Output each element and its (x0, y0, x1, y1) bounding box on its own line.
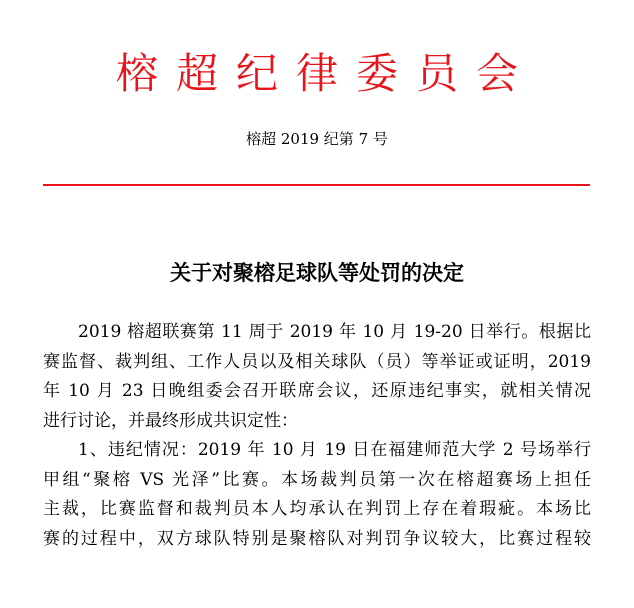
document-number: 榕超 2019 纪第 7 号 (246, 130, 388, 148)
paragraph-violation (43, 436, 591, 554)
paragraph-line: 赛的过程中，双方球队特别是聚榕队对判罚争议较大，比赛过程较 (43, 528, 591, 549)
document-title: 关于对聚榕足球队等处罚的决定 (170, 260, 464, 285)
paragraph-line: 主裁，比赛监督和裁判员本人均承认在判罚上存在着瑕疵。本场比 (43, 499, 591, 519)
paragraph-line: 1、违纪情况：2019 年 10 月 19 日在福建师范大学 2 号场举行 (78, 440, 591, 460)
paragraph-intro (43, 318, 591, 436)
document-body (43, 318, 591, 554)
issuing-organization-title: 榕超纪律委员会 (115, 49, 536, 98)
paragraph-line: 赛监督、裁判组、工作人员以及相关球队（员）等举证或证明，2019 (43, 351, 591, 372)
paragraph-line: 年 10 月 23 日晚组委会召开联席会议，还原违纪事实，就相关情况 (43, 381, 591, 401)
paragraph-line: 2019 榕超联赛第 11 周于 2019 年 10 月 19-20 日举行。根据比 (78, 322, 591, 342)
paragraph-line: 甲组“聚榕 VS 光泽”比赛。本场裁判员第一次在榕超赛场上担任 (43, 469, 591, 490)
red-header-divider (43, 184, 590, 186)
paragraph-line: 进行讨论，并最终形成共识定性： (43, 410, 298, 431)
